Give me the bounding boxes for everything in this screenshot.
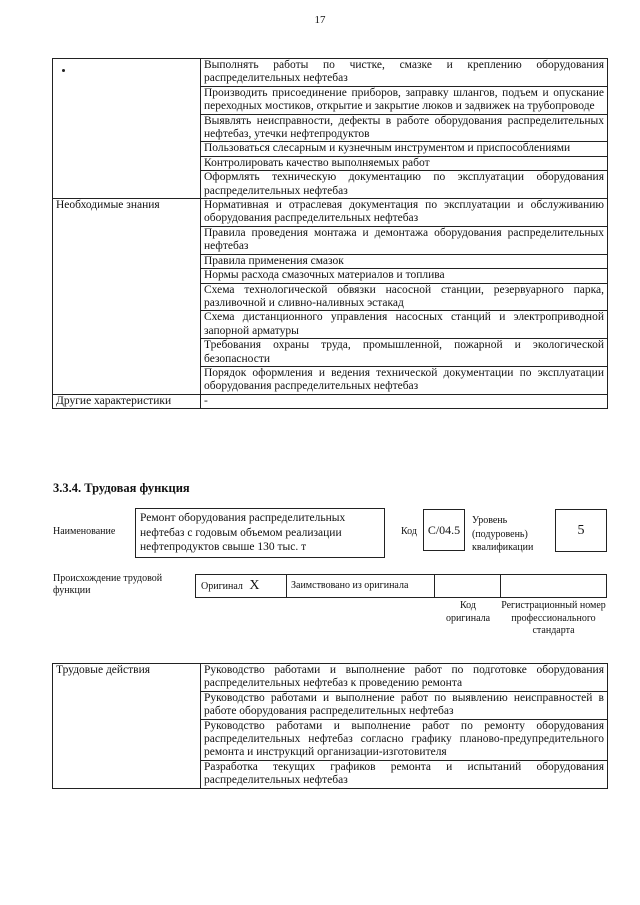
row-text: Контролировать качество выполняемых работ (201, 156, 608, 170)
function-code-value: С/04.5 (427, 523, 461, 537)
row-text: Выполнять работы по чистке, смазке и креплению оборудования распределительных нефтебаз (201, 59, 608, 87)
qualification-level-label: Уровень (подуровень) квалификации (472, 515, 534, 553)
row-text: Выявлять неисправности, дефекты в работе оборудования распределительных нефтебаз, утечки нефтепродуктов (201, 114, 608, 142)
code-caption: Код оригинала (445, 600, 491, 624)
work-actions-label: Трудовые действия (53, 664, 201, 789)
origin-reg-number-cell (501, 575, 606, 597)
borrowed-label: Заимствовано из оригинала (291, 580, 409, 591)
original-label: Оригинал (201, 581, 243, 592)
table-row (53, 59, 608, 87)
work-actions-table (52, 663, 608, 789)
table-row (53, 394, 608, 408)
qualification-level-value: 5 (577, 523, 585, 538)
page-number: 17 (314, 14, 326, 26)
table-row (53, 664, 608, 692)
row-text: Руководство работами и выполнение работ по подготовке оборудования распределительных нефтебаз к проведению ремонта (201, 664, 608, 692)
scan-mark-dot (62, 69, 65, 72)
function-name-box (135, 508, 385, 558)
qualification-level-box (555, 509, 607, 552)
row-text: - (201, 394, 608, 408)
row-text: Нормативная и отраслевая документация по эксплуатации и обслуживанию оборудования распределительных нефтебаз (201, 199, 608, 227)
row-text: Разработка текущих графиков ремонта и испытаний оборудования распределительных нефтебаз (201, 760, 608, 788)
function-name-value: Ремонт оборудования распределительных нефтебаз с годовым объемом реализации нефтепродуктов свыше 130 тыс. т (140, 512, 346, 553)
row-text: Схема дистанционного управления насосных станций и электроприводной запорной арматуры (201, 311, 608, 339)
row-text: Порядок оформления и ведения технической документации по эксплуатации оборудования распределительных нефтебаз (201, 366, 608, 394)
row-label: Другие характеристики (53, 394, 201, 408)
table-row (53, 199, 608, 227)
row-text: Правила проведения монтажа и демонтажа оборудования распределительных нефтебаз (201, 226, 608, 254)
function-code-box (423, 509, 465, 551)
row-text: Оформлять техническую документацию по эксплуатации оборудования распределительных нефтебаз (201, 171, 608, 199)
original-mark: X (249, 578, 260, 593)
name-label: Наименование (53, 526, 116, 537)
row-text: Требования охраны труда, промышленной, пожарной и экологической безопасности (201, 339, 608, 367)
origin-row (195, 574, 607, 598)
row-text: Пользоваться слесарным и кузнечным инструментом и приспособлениями (201, 142, 608, 156)
row-label (53, 59, 201, 199)
origin-label: Происхождение трудовой функции (53, 573, 163, 596)
code-label: Код (401, 526, 417, 537)
row-label: Необходимые знания (53, 199, 201, 395)
row-text: Нормы расхода смазочных материалов и топлива (201, 269, 608, 283)
row-text: Правила применения смазок (201, 254, 608, 268)
reg-number-caption: Регистрационный номер профессионального стандарта (501, 600, 606, 636)
origin-original-cell (196, 575, 287, 597)
row-text: Схема технологической обвязки насосной станции, резервуарного парка, разливочной и сливно-наливных эстакад (201, 283, 608, 311)
origin-borrowed-cell (287, 575, 435, 597)
row-text: Руководство работами и выполнение работ по ремонту оборудования распределительных нефтебаз согласно графику планово-предупредительного ремонта и инструкций организации-изготовителя (201, 719, 608, 760)
section-title: 3.3.4. Трудовая функция (53, 481, 190, 495)
row-text: Руководство работами и выполнение работ по выявлению неисправностей в работе оборудования распределительных нефтебаз (201, 691, 608, 719)
origin-code-cell (435, 575, 501, 597)
skills-knowledge-table (52, 58, 608, 409)
row-text: Производить присоединение приборов, заправку шлангов, подъем и опускание переходных мостиков, открытие и закрытие люков и задвижек на трубопроводе (201, 86, 608, 114)
